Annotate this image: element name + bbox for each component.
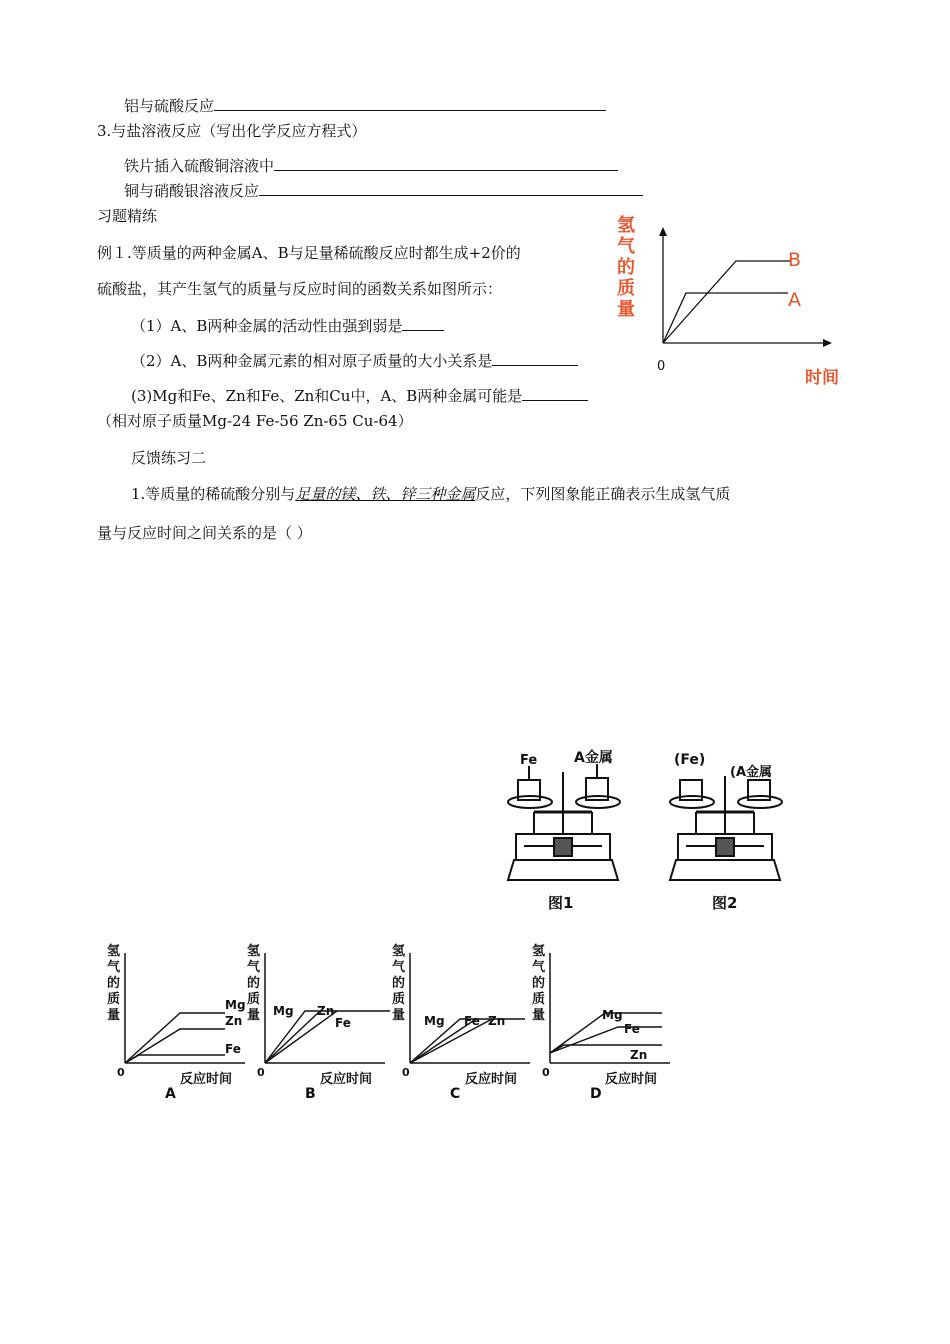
series-label-a: A [788, 289, 801, 311]
fig1-caption: 图1 [548, 894, 574, 912]
question-2: （2）A、B两种金属元素的相对原子质量的大小关系是 [131, 351, 578, 371]
fig2-left-label: (Fe) [674, 752, 706, 768]
fig2-caption: 图2 [712, 894, 738, 912]
chart-ylabel-char: 的 [532, 976, 546, 991]
chart-ylabel-char: 量 [532, 1008, 546, 1023]
chart-ylabel-char: 气 [107, 960, 121, 975]
chart-ylabel-char: 气 [247, 960, 261, 975]
example-1-line-a: 例１.等质量的两种金属A、B与足量稀硫酸反应时都生成+2价的 [97, 244, 521, 262]
chart-ylabel-char: 量 [247, 1008, 261, 1023]
chart-ylabel-char: 质 [247, 992, 261, 1007]
chart-ylabel-char: 质 [392, 992, 406, 1007]
series-label: Zn [488, 1014, 506, 1028]
answer-blank[interactable] [402, 316, 444, 331]
series-label: Fe [335, 1016, 351, 1030]
series-line [125, 1029, 225, 1063]
line-fe-cuso4: 铁片插入硫酸铜溶液中 [124, 156, 618, 176]
chart-ylabel-char: 量 [392, 1008, 406, 1023]
feedback-heading: 反馈练习二 [131, 449, 207, 467]
chart-ylabel-char: 气 [392, 960, 406, 975]
origin-label: 0 [257, 1066, 265, 1079]
series-line [410, 1019, 492, 1063]
answer-blank[interactable] [214, 96, 606, 111]
atomic-masses: （相对原子质量Mg-24 Fe-56 Zn-65 Cu-64） [97, 412, 413, 430]
feedback-question-1-b: 量与反应时间之间关系的是（ ） [97, 524, 312, 542]
chart-ylabel-char: 质 [107, 992, 121, 1007]
chart-ylabel-char: 量 [107, 1008, 121, 1023]
chart-ylabel-char: 氢 [247, 944, 261, 959]
series-line [265, 1011, 390, 1063]
fig1-right-label: A金属 [574, 750, 613, 766]
origin-label: 0 [117, 1066, 125, 1079]
chart-caption: C [450, 1086, 461, 1102]
answer-blank[interactable] [492, 351, 578, 366]
balance-figure-2 [670, 776, 782, 880]
balance-figures [494, 742, 788, 917]
series-label: Fe [464, 1014, 480, 1028]
origin-label: 0 [402, 1066, 410, 1079]
chart-caption: A [165, 1086, 176, 1102]
chart-ylabel-char: 氢 [107, 944, 121, 959]
chart-ylabel-char: 氢 [392, 944, 406, 959]
series-label: Mg [424, 1014, 445, 1028]
chart-ylabel-char: 的 [392, 976, 406, 991]
series-label: Zn [630, 1048, 648, 1062]
series-label-b: B [788, 249, 802, 271]
chart-xlabel: 反应时间 [180, 1072, 233, 1087]
question-3: (3)Mg和Fe、Zn和Fe、Zn和Cu中，A、B两种金属可能是 [131, 386, 588, 406]
series-line-a [663, 293, 788, 343]
fig1-left-label: Fe [520, 753, 538, 768]
origin-label: 0 [657, 359, 666, 374]
chart-xlabel: 反应时间 [605, 1072, 658, 1087]
chart-ylabel-char: 的 [107, 976, 121, 991]
series-label: Mg [602, 1008, 623, 1022]
chart-xlabel: 反应时间 [465, 1072, 518, 1087]
answer-blank[interactable] [259, 181, 643, 196]
example-chart-ylabel: 氢气的质量 [617, 215, 635, 320]
balance-figure-1 [508, 764, 620, 880]
series-line [265, 1011, 337, 1063]
origin-label: 0 [542, 1066, 550, 1079]
answer-blank[interactable] [274, 156, 618, 171]
chart-ylabel-char: 的 [247, 976, 261, 991]
series-label: Fe [624, 1022, 640, 1036]
feedback-question-1: 1.等质量的稀硫酸分别与足量的镁、铁、锌三种金属反应，下列图象能正确表示生成氢气质 [131, 485, 731, 503]
series-label: Zn [317, 1004, 335, 1018]
example-1-line-b: 硫酸盐，其产生氢气的质量与反应时间的函数关系如图所示： [97, 280, 503, 298]
answer-blank[interactable] [522, 386, 588, 401]
line-cu-agno3: 铜与硝酸银溶液反应 [124, 181, 643, 201]
fig2-right-label: (A金属 [730, 765, 773, 780]
question-1: （1）A、B两种金属的活动性由强到弱是 [131, 316, 444, 336]
chart-ylabel-char: 气 [532, 960, 546, 975]
line-al: 铝与硫酸反应 [124, 96, 606, 116]
chart-caption: D [590, 1086, 602, 1102]
practice-heading: 习题精练 [97, 207, 158, 225]
section-3-heading: 3.与盐溶液反应（写出化学反应方程式） [97, 122, 367, 140]
chart-ylabel-char: 氢 [532, 944, 546, 959]
example-chart [650, 225, 850, 395]
example-chart-xlabel: 时间 [805, 368, 839, 388]
chart-ylabel-char: 质 [532, 992, 546, 1007]
series-label: Fe [225, 1042, 241, 1056]
series-line [125, 1055, 225, 1063]
series-line [265, 1011, 320, 1063]
series-label: Mg [225, 998, 246, 1012]
chart-xlabel: 反应时间 [320, 1072, 373, 1087]
chart-caption: B [305, 1086, 316, 1102]
series-label: Zn [225, 1014, 243, 1028]
series-label: Mg [273, 1004, 294, 1018]
option-charts [100, 935, 670, 1110]
